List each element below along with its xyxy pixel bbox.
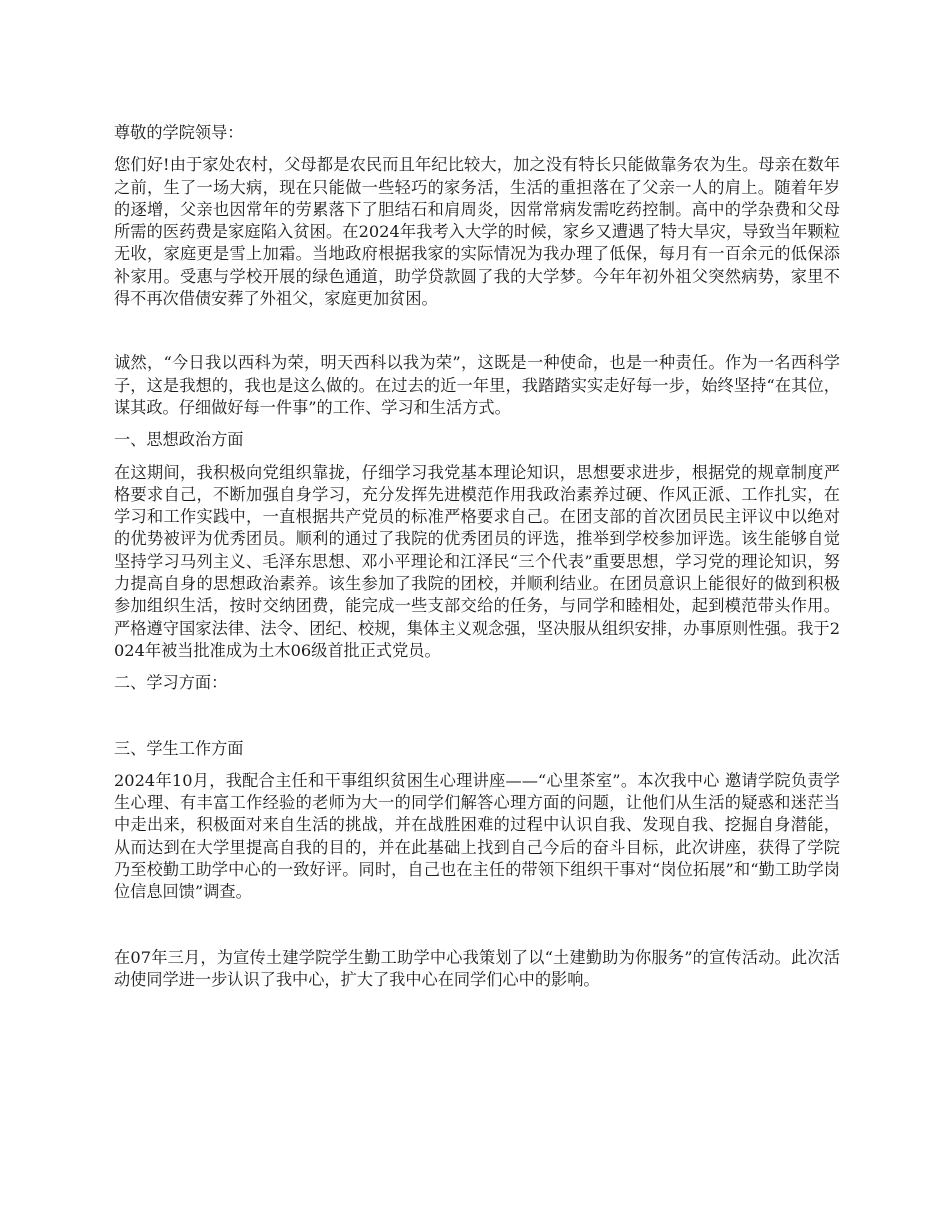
paragraph-political: 在这期间，我积极向党组织靠拢，仔细学习我党基本理论知识，思想要求进步，根据党的规章制度严格要求自己，不断加强自身学习，充分发挥先进模范作用我政治素养过硬、作风正派、工作扎实，在学习和工作实践中，一直根据共产党员的标准严格要求自己。在团支部的首次团员民主评议中以绝对的优势被评为优秀团员。顺利的通过了我院的优秀团员的评选，推举到学校参加评选。该生能够自觉坚持学习马列主义、毛泽东思想、邓小平理论和江泽民“三个代表”重要思想，学习党的理论知识，努力提高自身的思想政治素养。该生参加了我院的团校，并顺利结业。在团员意识上能很好的做到积极参加组织生活，按时交纳团费，能完成一些支部交给的任务，与同学和睦相处，起到模范带头作用。严格遵守国家法律、法令、团纪、校规，集体主义观念强，坚决服从组织安排，办事原则性强。我于2024年被当批准成为土木06级首批正式党员。 xyxy=(114,462,840,660)
salutation: 尊敬的学院领导： xyxy=(114,123,244,142)
paragraph-student-work: 2024年10月，我配合主任和干事组织贫困生心理讲座——“心里茶室”。本次我中心 邀请学院负责学生心理、有丰富工作经验的老师为大一的同学们解答心理方面的问题，让他们从生活的疑惑和迷茫当中走出来，积极面对来自生活的挑战，并在战胜困难的过程中认识自我、发现自我、挖掘自身潜能，从而达到在大学里提高自我的目的，并在此基础上找到自己今后的奋斗目标，此次讲座，获得了学院乃至校勤工助学中心的一致好评。同时，自己也在主任的带领下组织干事对“岗位拓展”和“勤工助学岗位信息回馈”调查。 xyxy=(114,770,840,902)
section-heading-study: 二、学习方面： xyxy=(114,673,228,693)
paragraph-family-situation: 您们好!由于家处农村，父母都是农民而且年纪比较大，加之没有特长只能做靠务农为生。母亲在数年之前，生了一场大病，现在只能做一些轻巧的家务活，生活的重担落在了父亲一人的肩上。随着年岁的逐增，父亲也因常年的劳累落下了胆结石和肩周炎，因常常病发需吃药控制。高中的学杂费和父母所需的医药费是家庭陷入贫困。在2024年我考入大学的时候，家乡又遭遇了特大旱灾，导致当年颗粒无收，家庭更是雪上加霜。当地政府根据我家的实际情况为我办理了低保，每月有一百余元的低保添补家用。受惠与学校开展的绿色通道，助学贷款圆了我的大学梦。今年年初外祖父突然病势，家里不得不再次借债安葬了外祖父，家庭更加贫困。 xyxy=(114,155,840,309)
paragraph-publicity-activity: 在07年三月，为宣传土建学院学生勤工助学中心我策划了以“土建勤助为你服务”的宣传活动。此次活动使同学进一步认识了我中心，扩大了我中心在同学们心中的影响。 xyxy=(114,947,840,989)
section-heading-political: 一、思想政治方面 xyxy=(114,430,244,450)
section-heading-student-work: 三、学生工作方面 xyxy=(114,738,244,758)
paragraph-motto: 诚然，“今日我以西科为荣，明天西科以我为荣”，这既是一种使命，也是一种责任。作为一名西科学子，这是我想的，我也是这么做的。在过去的近一年里，我踏踏实实走好每一步，始终坚持“在其位，谋其政。仔细做好每一件事”的工作、学习和生活方式。 xyxy=(114,353,840,417)
document-page xyxy=(114,122,840,991)
